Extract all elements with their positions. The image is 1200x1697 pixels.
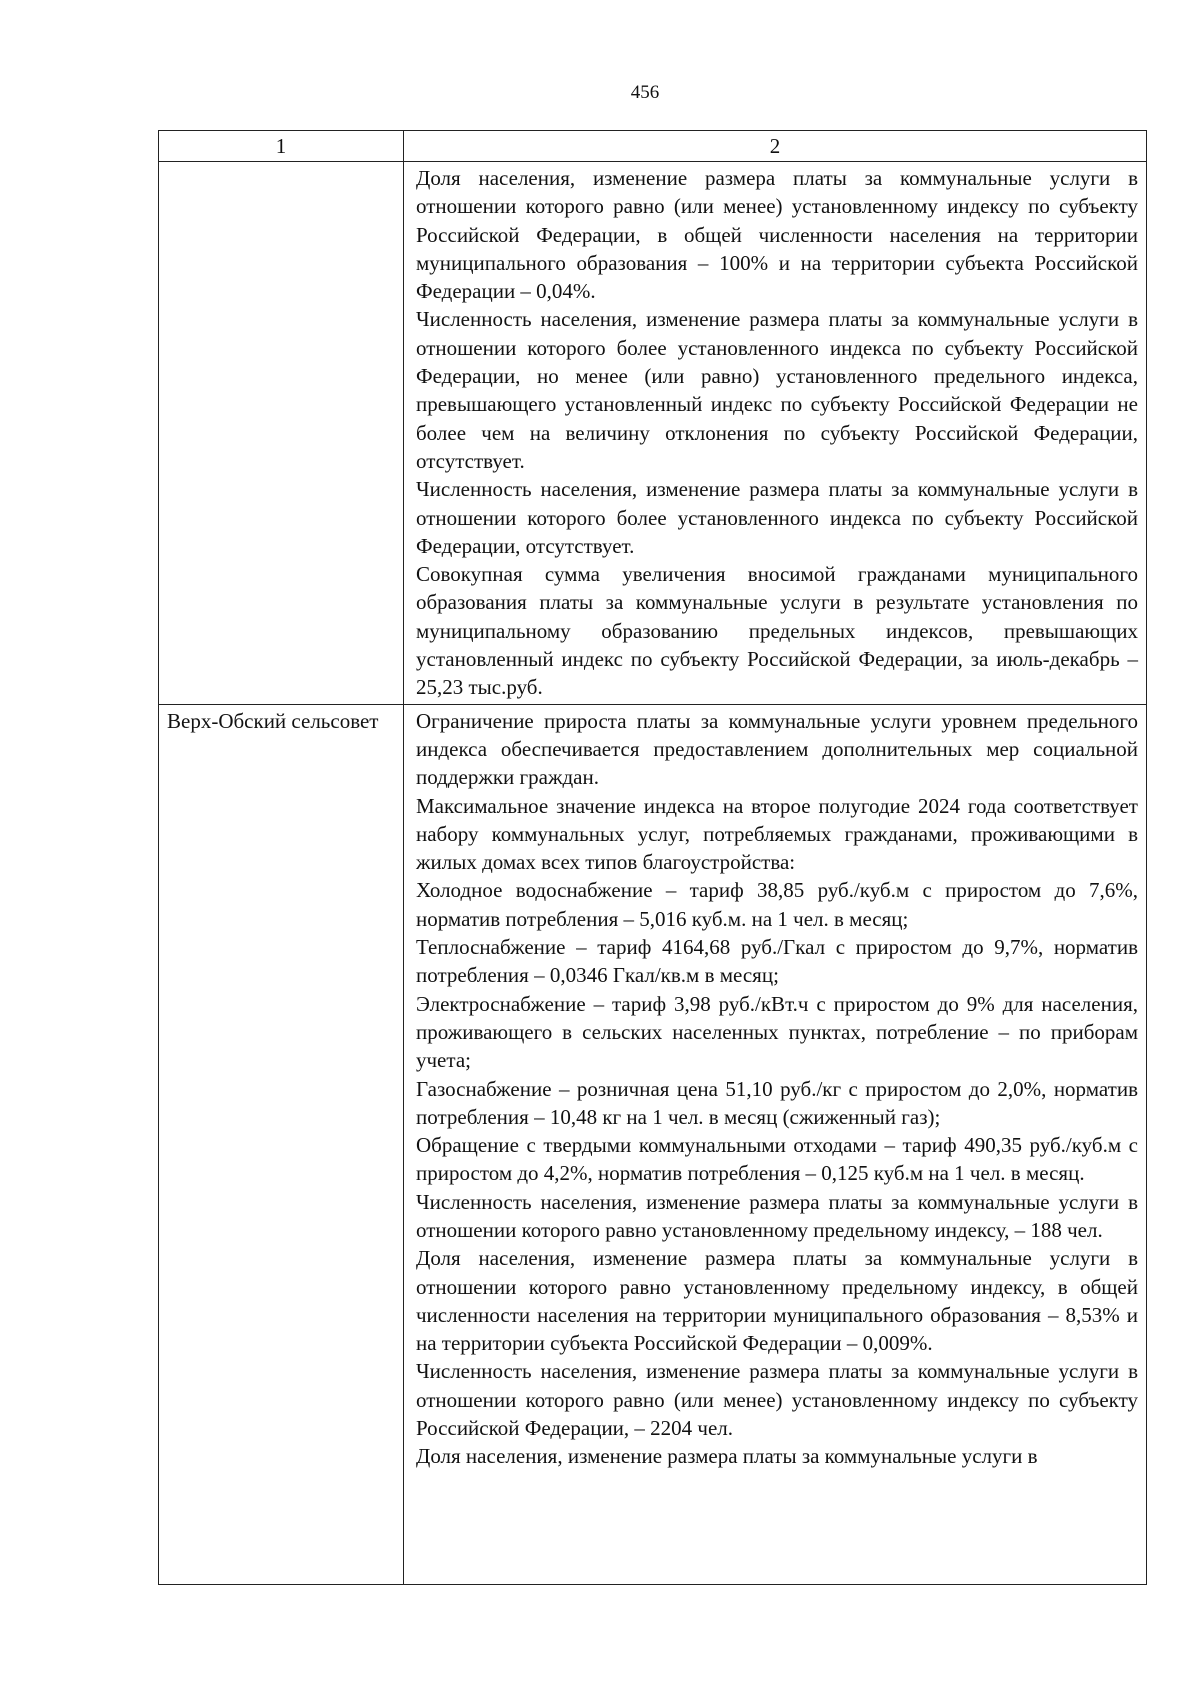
paragraph: Газоснабжение – розничная цена 51,10 руб./кг с приростом до 2,0%, норматив потребления – 10,48 кг на 1 чел. в месяц (сжиженный газ); (416, 1076, 1138, 1129)
table-header-row (159, 131, 1147, 162)
region-cell (159, 162, 404, 705)
region-name: Верх-Обский сельсовет (167, 708, 379, 733)
paragraph: Ограничение прироста платы за коммунальные услуги уровнем предельного индекса обеспечивается предоставлением дополнительных мер социальной поддержки граждан. (416, 708, 1138, 790)
description-cell (404, 162, 1147, 705)
paragraph: Максимальное значение индекса на второе полугодие 2024 года соответствует набору коммунальных услуг, потребляемых гражданами, проживающими в жилых домах всех типов благоустройства: (416, 793, 1138, 875)
paragraph: Численность населения, изменение размера платы за коммунальные услуги в отношении которого более установленного индекса по субъекту Российской Федерации, но менее (или равно) установленного предельного индекса, превышающего установленный индекс по субъекту Российской Федерации не более чем на величину отклонения по субъекту Российской Федерации, отсутствует. (416, 307, 1138, 473)
region-name (159, 162, 403, 164)
paragraph: Доля населения, изменение размера платы за коммунальные услуги в отношении которого равно установленному предельному индексу, в общей численности населения на территории муниципального образования – 8,53% и на территории субъекта Российской Федерации – 0,009%. (416, 1246, 1138, 1356)
region-cell (159, 704, 404, 1584)
paragraph: Теплоснабжение – тариф 4164,68 руб./Гкал с приростом до 9,7%, норматив потребления – 0,0346 Гкал/кв.м в месяц; (416, 935, 1138, 988)
column-header-2: 2 (404, 131, 1147, 162)
paragraph: Холодное водоснабжение – тариф 38,85 руб./куб.м с приростом до 7,6%, норматив потребления – 5,016 куб.м. на 1 чел. в месяц; (416, 878, 1138, 931)
table-row (159, 704, 1147, 1584)
paragraph: Доля населения, изменение размера платы за коммунальные услуги в отношении которого равно (или менее) установленному индексу по субъекту Российской Федерации, в общей численности населения на территории муниципального образования – 100% и на территории субъекта Российской Федерации – 0,04%. (416, 166, 1138, 304)
table-row (159, 162, 1147, 705)
paragraph: Доля населения, изменение размера платы за коммунальные услуги в (416, 1444, 1038, 1469)
paragraph: Численность населения, изменение размера платы за коммунальные услуги в отношении которого равно установленному предельному индексу, – 188 чел. (416, 1189, 1138, 1242)
data-table (158, 130, 1147, 1585)
description-cell (404, 704, 1147, 1584)
paragraph: Электроснабжение – тариф 3,98 руб./кВт.ч с приростом до 9% для населения, проживающего в сельских населенных пунктах, потребление – по приборам учета; (416, 991, 1138, 1073)
paragraph: Численность населения, изменение размера платы за коммунальные услуги в отношении которого равно (или менее) установленному индексу по субъекту Российской Федерации, – 2204 чел. (416, 1359, 1138, 1441)
paragraph: Численность населения, изменение размера платы за коммунальные услуги в отношении которого более установленного индекса по субъекту Российской Федерации, отсутствует. (416, 477, 1138, 558)
paragraph: Совокупная сумма увеличения вносимой гражданами муниципального образования платы за коммунальные услуги в результате установления по муниципальному образованию предельных индексов, превышающих установленный индекс по субъекту Российской Федерации, за июль-декабрь – 25,23 тыс.руб. (416, 562, 1138, 700)
column-header-1: 1 (159, 131, 404, 162)
page-number: 456 (630, 82, 660, 103)
paragraph: Обращение с твердыми коммунальными отходами – тариф 490,35 руб./куб.м с приростом до 4,2%, норматив потребления – 0,125 куб.м на 1 чел. в месяц. (416, 1133, 1138, 1186)
